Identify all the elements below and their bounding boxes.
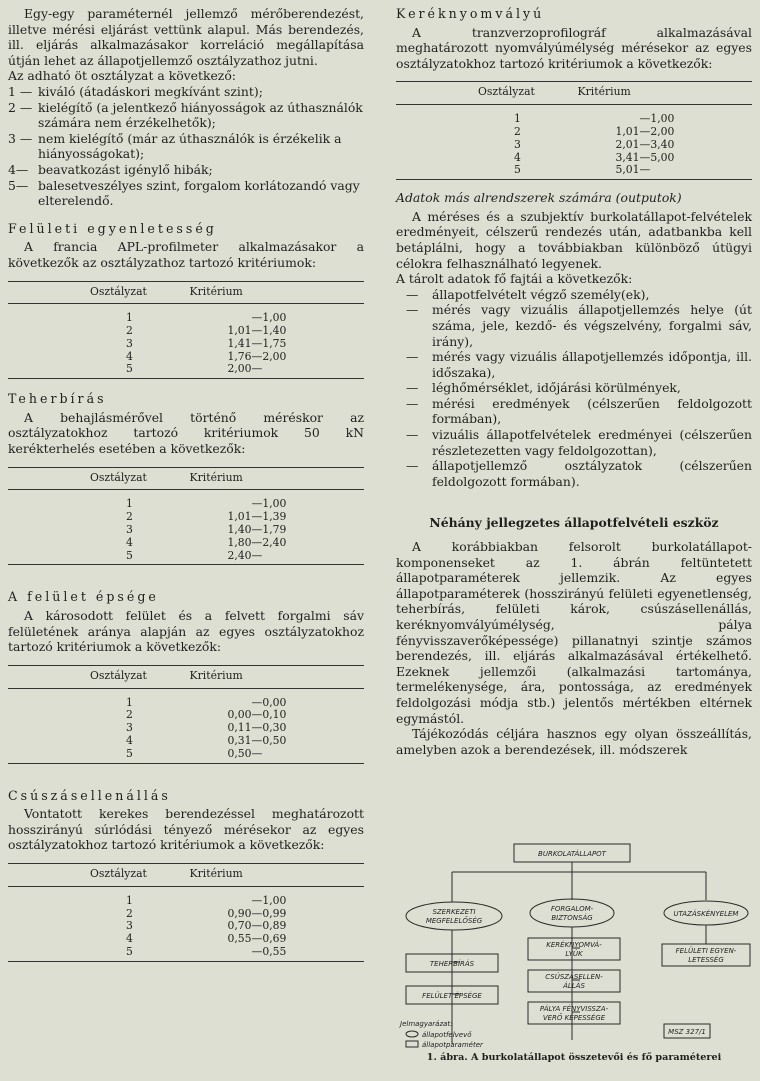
legend-title: Jelmagyarázat: (400, 1020, 453, 1028)
section-title-teherbiras: Teherbírás (8, 391, 107, 407)
table-row: 4 1,80—2,40 (126, 535, 287, 549)
section-title-csuszasellenallas: Csúszásellenállás (8, 787, 171, 803)
section-text: A méréses és a szubjektív burkolatállapot-felvételek eredményeit, célszerű rendezés után, adatbankba kell betáplálni, hogy a továbbiakban különböző útügyi célokra felhasználható legyenek. (396, 208, 752, 271)
column-header: Osztályzat (8, 863, 190, 886)
table-row: 1 —1,00 (126, 311, 287, 325)
diagram-label-p2: FELÜLET ÉPSÉGE (422, 992, 482, 1000)
column-header: Kritérium (190, 467, 364, 490)
criteria-table-4 (8, 863, 364, 962)
section-text: A behajlásmérővel történő méréskor az osztályzatokhoz tartozó kritériumok 50 kN kerékterhelés esetében a következők: (8, 409, 364, 457)
diagram-label-c1a: SZERKEZETI (432, 908, 476, 916)
list-item: — mérési eredmények (célszerűen feldolgozott formában), (396, 396, 752, 427)
column-header: Osztályzat (396, 82, 578, 105)
diagram-label-p4a: CSÚSZÁSELLEN- (545, 973, 603, 981)
section-title-outputok: Adatok más alrendszerek számára (outputok) (396, 190, 682, 206)
column-header: Osztályzat (8, 281, 190, 304)
section-text: A tárolt adatok fő fajtái a következők: (396, 271, 633, 287)
criteria-table-1 (8, 281, 364, 380)
legend-item: állapotfelvevő (422, 1031, 472, 1039)
table-row: 2 1,01—2,00 (514, 124, 675, 138)
table-row: 4 0,55—0,69 (126, 932, 287, 946)
table-row: 5 —0,55 (8, 946, 364, 961)
section-text: Vontatott kerekes berendezéssel meghatározott hosszirányú súrlódási tényező mérésekor az egyes osztályzatokhoz tartozó kritériumok a következők: (8, 806, 364, 853)
diagram-label-p6b: LETESSÉG (688, 956, 724, 964)
criteria-table-5 (396, 81, 752, 180)
table-row: 4 3,41—5,00 (514, 150, 675, 164)
diagram-label-p1: TEHERBÍRÁS (429, 960, 475, 968)
list-item: — állapotjellemző osztályzatok (célszerűen feldolgozott formában). (396, 458, 752, 489)
section-title-feluleti-egyenletesseg: Felületi egyenletesség (8, 220, 217, 236)
list-item: 2 — kielégítő (a jelentkező hiányosságok az úthasználók számára nem érzékelhetők); (8, 99, 363, 131)
table-row: 2 1,01—1,40 (126, 324, 287, 338)
section-title-felulet-epsege: A felület épsége (8, 589, 159, 605)
classes-intro: Az adható öt osztályzat a következő: (8, 68, 236, 84)
table-row: 4 0,31—0,50 (126, 734, 287, 747)
diagram-label-root: BURKOLATÁLLAPOT (538, 850, 606, 858)
diagram-label-c3: UTAZÁSKÉNYELEM (673, 910, 739, 918)
section-title-eszkozok: Néhány jellegzetes állapotfelvételi eszköz (429, 515, 719, 531)
diagram-node-forgalombiztonsag (530, 899, 614, 927)
list-item: 4— beavatkozást igénylő hibák; (8, 161, 213, 177)
intro-paragraph: Egy-egy paraméternél jellemző mérőberendezést, illetve mérési eljárást vettünk alapul. Más berendezés, ill. eljárás alkalmazásakor korreláció megállapítása útján lehet az állapotjellemző osztályzathoz jutni. (8, 6, 364, 68)
table-row: 5 2,00— (8, 363, 364, 378)
section-title-kereknyomvalyu: Keréknyomvályú (396, 6, 545, 21)
table-row: 2 0,00—0,10 (126, 708, 287, 722)
list-item: — vizuális állapotfelvételek eredményei (célszerűen részletezetten vagy feldolgozottan), (396, 427, 752, 458)
stored-data-list (396, 287, 752, 490)
table-row: 1 —1,00 (126, 893, 287, 907)
diagram-label-code: MSZ 327/1 (668, 1028, 706, 1036)
column-header: Kritérium (190, 281, 364, 304)
diagram-label-c1b: MEGFELELŐSÉG (425, 917, 483, 925)
table-row: 4 1,76—2,00 (126, 349, 287, 363)
section-text: A károsodott felület és a felvett forgalmi sáv felületének aránya alapján az egyes osztályzatokhoz tartozó kritériumok a következők: (8, 608, 364, 655)
diagram-label-p5a: PÁLYA FÉNYVISSZA- (539, 1005, 609, 1013)
table-row: 3 1,41—1,75 (126, 336, 287, 350)
classes-list (8, 84, 364, 209)
diagram-label-p5b: VERŐ KÉPESSÉGE (542, 1014, 606, 1022)
diagram-label-p4b: ÁLLÁS (563, 982, 585, 990)
right-column (396, 6, 752, 757)
left-column (8, 6, 364, 966)
column-header: Kritérium (578, 82, 752, 105)
section-text: A korábbiakban felsorolt burkolatállapot-komponenseket az 1. ábrán feltüntetett állapotparaméterek jellemzik. Az egyes állapotparaméterek (hosszirányú felületi egyenetlenség, teherbírás, felületi károk, csúszásellenállás, keréknyomvályúmélység, pálya fényvisszaverőképessége) pillanatnyi szintje számos berendezés, ill. eljárás alkalmazásával értékelhető. Ezeknek jellemzői (alkalmazási tartománya, termelékenysége, ára, pontossága, az eredmények feldolgozási módja stb.) jelentős mértékben eltérnek egymástól. (396, 539, 752, 726)
diagram-label-c2a: FORGALOM- (550, 905, 594, 913)
figure-1 (396, 828, 752, 1078)
table-row: 3 1,40—1,79 (126, 523, 287, 537)
diagram-node-szerkezeti (406, 902, 502, 930)
list-item: 5— balesetveszélyes szint, forgalom korlátozandó vagy elterelendő. (8, 177, 360, 209)
section-text: A francia APL-profilmeter alkalmazásakor a következők az osztályzathoz tartozó kritériumok: (8, 239, 364, 270)
column-header: Kritérium (190, 665, 364, 688)
diagram-label-p3b: LYÚK (565, 950, 583, 958)
legend-item: állapotparaméter (422, 1041, 483, 1049)
column-header: Kritérium (190, 863, 364, 886)
table-row: 3 0,11—0,30 (126, 721, 287, 735)
figure-diagram (396, 828, 752, 1050)
diagram-label-c2b: BIZTONSÁG (551, 914, 593, 922)
table-row: 2 0,90—0,99 (126, 906, 287, 920)
list-item: 3 — nem kielégítő (már az úthasználók is érzékelik a hiányosságokat); (8, 130, 342, 162)
section-text: A tranzverzoprofilográf alkalmazásával meghatározott nyomvályúmélység mérésekor az egyes osztályzatokhoz tartozó kritériumok a következők: (396, 24, 752, 71)
diagram-label-p6a: FELÜLETI EGYEN- (675, 947, 737, 955)
table-row: 5 0,50— (8, 748, 364, 763)
list-item: — mérés vagy vizuális állapotjellemzés helye (út száma, jele, kezdő- és végszelvény, forgalmi sáv, irány), (396, 302, 752, 349)
list-item: — állapotfelvételt végző személy(ek), (396, 287, 752, 303)
table-row: 3 2,01—3,40 (514, 137, 675, 151)
table-row: 3 0,70—0,89 (126, 919, 287, 933)
section-text: Tájékozódás céljára hasznos egy olyan összeállítás, amelyben azok a berendezések, ill. módszerek (396, 726, 752, 757)
criteria-table-3 (8, 665, 364, 764)
list-item: — léghőmérséklet, időjárási körülmények, (396, 380, 752, 396)
list-item: — mérés vagy vizuális állapotjellemzés időpontja, ill. időszaka), (396, 349, 752, 380)
criteria-table-2 (8, 467, 364, 566)
column-header: Osztályzat (8, 467, 190, 490)
diagram-label-p3a: KERÉKNYOMVÁ- (546, 941, 602, 949)
table-row: 2 1,01—1,39 (126, 510, 287, 524)
column-header: Osztályzat (8, 665, 190, 688)
table-row: 1 —0,00 (126, 695, 287, 709)
table-row: 1 —1,00 (126, 497, 287, 511)
table-row: 5 5,01— (396, 164, 752, 179)
table-row: 1 —1,00 (514, 112, 675, 126)
table-row: 5 2,40— (8, 550, 364, 565)
figure-caption: 1. ábra. A burkolatállapot összetevői és fő paraméterei (426, 1052, 722, 1063)
list-item: 1 — kiváló (átadáskori megkívánt szint); (8, 83, 263, 99)
